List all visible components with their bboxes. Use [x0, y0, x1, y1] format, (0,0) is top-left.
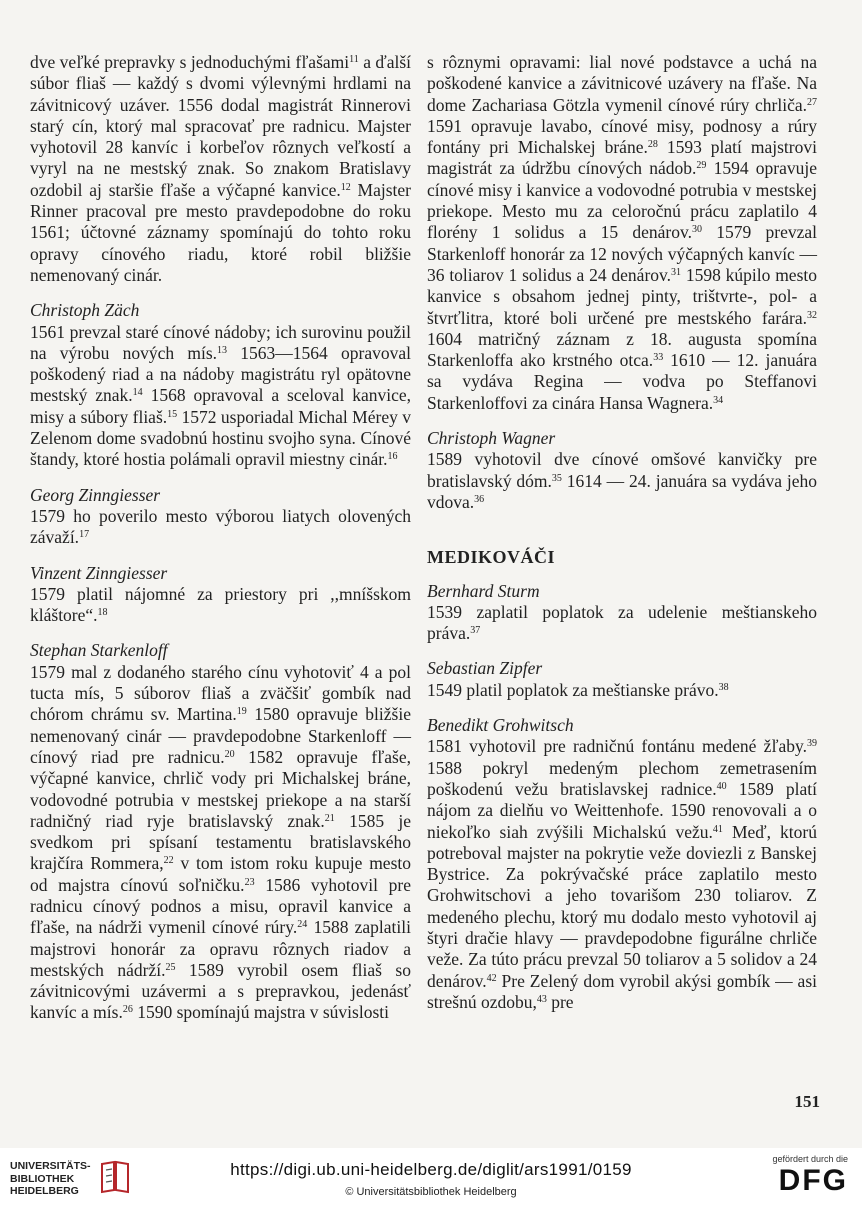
entry-text-stephan: 1579 mal z dodaného starého cínu vyhotoviť 4 a pol tucta mís, 5 súborov fliaš a zväčšiť gombík nad chórom chrámu sv. Martina.$^{19}$ 1580 opravuje bližšie nemenovaný cinár — pravdepodobne Starkenloff — cínový riad pre radnicu.$^{20}$ 1582 opravuje fľaše, výčapné kanvice, chrlič vody pri Michalskej bráne, vodovodné potrubia v mestskej priekope a na starší radničný riad ryje bratislavský znak.$^{21}$ 1585 je svedkom pri spísaní testamentu bratislavského krajčíra Rommera,$^{22}$ v tom istom roku kupuje mesto od majstra cínovú soľničku.$^{23}$ 1586 vyhotovil pre radnicu cínový podnos a misu, opravil kanvice a fľaše, na nádrži vymenil cínové rúry.$^{24}$ 1588 zaplatili majstrovi honorár za opravu rôznych riadov a mestských nádrží.$^{25}$ 1589 vyrobil osem fliaš so závitnicovými uzávermi a s prepravkou, jedenásť kanvíc a mís.$^{26}$ 1590 spomínajú majstra v súvislosti	[30, 661, 411, 1023]
funding-label: gefördert durch die	[772, 1154, 848, 1164]
entry-text-zipfer: 1549 platil poplatok za meštianske právo.$^{38}$	[427, 679, 729, 700]
entry-text-wagner: 1589 vyhotovil dve cínové omšové kanvičky pre bratislavský dóm.$^{35}$ 1614 — 24. januára sa vydáva jeho vdova.$^{36}$	[427, 449, 818, 512]
right-column	[427, 52, 817, 1013]
footnote-ref: 11	[349, 54, 359, 65]
entry-name-georg: Georg Zinngiesser	[30, 484, 161, 505]
entry-name-vinzent: Vinzent Zinngiesser	[30, 562, 168, 583]
footnote-ref: 12	[340, 181, 351, 193]
entry-name-zach: Christoph Zäch	[30, 300, 140, 321]
library-name: UNIVERSITÄTS- BIBLIOTHEK HEIDELBERG	[10, 1160, 91, 1197]
copyright-notice: © Universitätsbibliothek Heidelberg	[345, 1186, 517, 1198]
dfg-logo[interactable]	[748, 1154, 848, 1202]
entry-text-vinzent: 1579 platil nájomné za priestory pri ,,mníšskom kláštore“.$^{18}$	[30, 583, 411, 626]
footer-bar	[0, 1148, 862, 1209]
entry-name-grohwitsch: Benedikt Grohwitsch	[427, 715, 574, 736]
entry-text-grohwitsch: 1581 vyhotovil pre radničnú fontánu medené žľaby.$^{39}$ 1588 pokryl medeným plechom zemetrasením poškodenú vežu bratislavskej radnice.$^{40}$ 1589 platí nájom za dielňu vo Weittenhofe. 1590 renovovali a o niekoľko siah zvýšili Michalskú vežu.$^{41}$ Meď, ktorú potreboval majster na pokrytie veže doviezli z Banskej Bystrice. Za pokrývačské práce zaplatilo mesto Grohwitschovi a jeho tovarišom 230 toliarov. Z medeného plechu, ktorý mu dodalo mesto vyhotovil aj štyri dračie hlavy — pravdepodobne figurálne chrliče veže. Za túto prácu prevzal 50 toliarov a 5 solidov a 24 denárov.$^{42}$ Pre Zelený dom vyrobil akýsi gombík — asi strešnú ozdobu,$^{43}$ pre	[427, 736, 817, 1012]
page-number: 151	[794, 1092, 820, 1111]
paragraph-starkenloff-cont: s rôznymi opravami: lial nové podstavce a uchá na poškodené kanvice a závitnicové uzávery na fľaše. Na dome Zachariasa Götzla vymenil cínové rúry chrliča.$^{27}$ 1591 opravuje lavabo, cínové misy, podnosy a rúry fontány pri Michalskej bráne.$^{28}$ 1593 platí majstrovi magistrát za údržbu cínových nádob.$^{29}$ 1594 opravuje cínové misy i kanvice a vodovodné potrubia v mestskej priekope. Mesto mu za celoročnú prácu zaplatilo 4 florény 1 solidus a 15 denárov.$^{30}$ 1579 prevzal Starkenloff honorár za 12 nových výčapných kanvíc — 36 toliarov 1 solidus a 24 denárov.$^{31}$ 1598 kúpilo mesto kanvice s obsahom jednej pinty, trištvrte-, pol- a štvrťlitra, ktoré boli určené pre mestského farára.$^{32}$ 1604 matričný záznam z 18. augusta spomína Starkenloffa ako krstného otca.$^{33}$ 1610 — 12. januára sa vydáva Regina — vodva po Steffanovi Starkenloffovi za cinára Hansa Wagnera.$^{34}$	[427, 52, 817, 413]
entry-text-zach: 1561 prevzal staré cínové nádoby; ich surovinu použil na výrobu nových mís.$^{13}$ 1563—1564 opravoval poškodený riad a na nádoby magistrátu ryl opätovne mestský znak.$^{14}$ 1568 opravoval a sceloval kanvice, misy a súbory fliaš.$^{15}$ 1572 usporiadal Michal Mérey v Zelenom dome svadobnú hostinu svojho syna. Cínové štandy, ktoré hostia polámali opravil miestny cinár.$^{16}$	[30, 321, 412, 470]
entry-name-zipfer: Sebastian Zipfer	[427, 658, 543, 679]
entry-text-sturm: 1539 zaplatil poplatok za udelenie meštianskeho práva.$^{37}$	[427, 601, 817, 644]
left-column	[30, 52, 411, 1024]
section-heading: MEDIKOVÁČI	[427, 547, 556, 568]
entry-text-georg: 1579 ho poverilo mesto výborou liatych olovených závaží.$^{17}$	[30, 505, 411, 548]
paragraph-rinner: dve veľké prepravky s jednoduchými fľašami$^{11}$ a ďalší súbor fliaš — každý s dvomi výlevnými hrdlami na závitnicový uzáver. 1556 dodal magistrát Rinnerovi starý cín, ktorý mal spracovať pre radnicu. Majster vyhotovil 28 kanvíc i korbeľov rôznych veľkostí a vyryl na ne mestský znak. So znakom Bratislavy ozdobil aj staršie fľaše a výčapné kanvice.$^{12}$ Majster Rinner pracoval pre mesto pravdepodobne do roku 1561; účtovné záznamy spomínajú do tohto roku opravy cínového riadu, ktoré robil bližšie nemenovaný cinár.	[30, 52, 412, 285]
document-url[interactable]: https://digi.ub.uni-heidelberg.de/diglit/ars1991/0159	[230, 1160, 632, 1179]
funder-logo-text: DFG	[778, 1164, 848, 1197]
entry-name-sturm: Bernhard Sturm	[427, 580, 540, 601]
entry-name-stephan: Stephan Starkenloff	[30, 640, 168, 661]
entry-name-wagner: Christoph Wagner	[427, 428, 556, 449]
